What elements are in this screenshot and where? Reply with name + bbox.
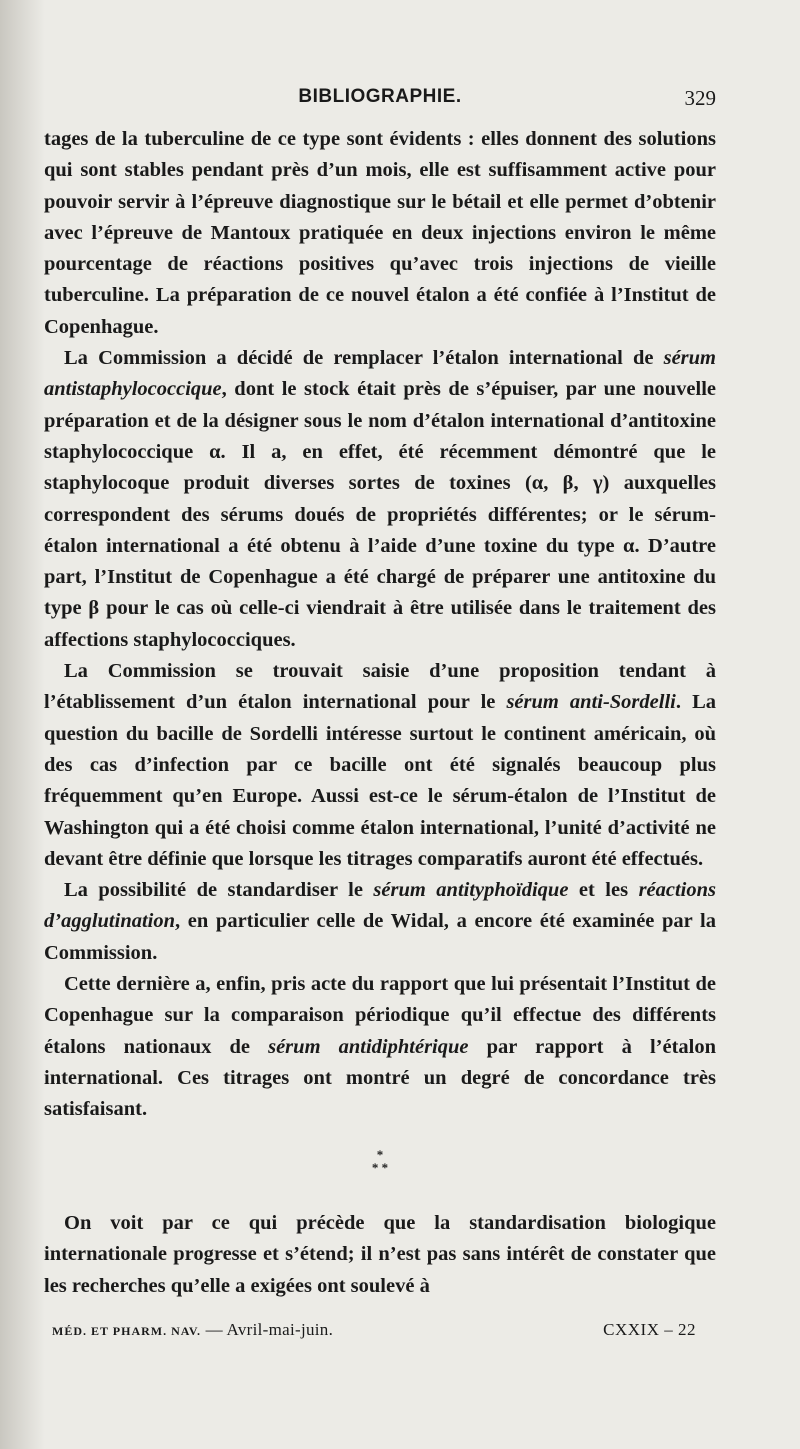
separator-top-star: * bbox=[376, 1147, 384, 1162]
footer-dash: — bbox=[205, 1320, 223, 1339]
italic-term: réactions d’agglutination bbox=[44, 879, 717, 933]
paragraph bbox=[44, 875, 716, 969]
text-segment: Cette dernière a, enfin, pris acte du rapport que lui présentait l’Institut de Copenhague sur la comparaison périodique qu’il effectue des différents étalons nationaux de bbox=[44, 973, 716, 1058]
page-edge-shadow bbox=[0, 0, 45, 1449]
paragraph bbox=[44, 343, 716, 656]
journal-abbreviation: MÉD. ET PHARM. NAV. bbox=[52, 1324, 202, 1338]
text-segment: et les bbox=[568, 879, 639, 902]
text-segment: tages de la tuberculine de ce type sont évidents : elles donnent des solutions qui sont stables pendant près d’un mois, elle est suffisamment active pour pouvoir servir à l’épreuve diagnostique sur le bétail et elle permet d’obtenir avec l’épreuve de Mantoux pratiquée en deux injections environ le même pourcentage de réactions positives qu’avec trois injections de vieille tuberculine. La préparation de ce nouvel étalon a été confiée à l’Institut de Copenhague. bbox=[44, 128, 716, 338]
text-segment: La possibilité de standardiser le bbox=[64, 879, 374, 902]
page-header bbox=[44, 86, 716, 112]
closing-text bbox=[44, 1208, 716, 1302]
separator-bottom-stars: * * bbox=[371, 1160, 389, 1175]
footer-volume: CXXIX – 22 bbox=[603, 1320, 696, 1339]
running-title: BIBLIOGRAPHIE. bbox=[298, 86, 462, 107]
section-separator bbox=[44, 1148, 716, 1174]
text-segment: , en particulier celle de Widal, a encore été examinée par la Commission. bbox=[44, 910, 716, 964]
footer-journal bbox=[52, 1320, 333, 1340]
text-segment: La Commission a décidé de remplacer l’étalon international de bbox=[64, 347, 664, 370]
paragraph bbox=[44, 969, 716, 1125]
text-segment: , dont le stock était près de s’épuiser, par une nouvelle préparation et de la désigner sous le nom d’étalon international d’antitoxine staphylococcique α. Il a, en effet, été récemment démontré que le staphylocoque produit diverses sortes de toxines (α, β, γ) auxquelles correspondent des sérums doués de propriétés différentes; or le sérum-étalon international a été obtenu à l’aide d’une toxine du type α. D’autre part, l’Institut de Copenhague a été chargé de préparer une antitoxine du type β pour le cas où celle-ci viendrait à être utilisée dans le traitement des affections staphylococciques. bbox=[44, 378, 716, 651]
italic-term: sérum anti-Sordelli bbox=[506, 691, 676, 714]
body-text bbox=[44, 124, 716, 1126]
italic-term: sérum antistaphylococcique bbox=[44, 347, 716, 401]
text-segment: par rapport à l’étalon international. Ces titrages ont montré un degré de concordance très satisfaisant. bbox=[44, 1035, 716, 1121]
italic-term: sérum antityphoïdique bbox=[373, 879, 569, 902]
page-number: 329 bbox=[684, 86, 716, 110]
paragraph bbox=[44, 656, 716, 875]
footer-issue: Avril-mai-juin. bbox=[226, 1320, 334, 1339]
paragraph bbox=[44, 124, 716, 343]
closing-paragraph: On voit par ce qui précède que la standardisation biologique internationale progresse et s’étend; il n’est pas sans intérêt de constater que les recherches qu’elle a exigées ont soulevé à bbox=[44, 1212, 716, 1297]
italic-term: sérum antidiphtérique bbox=[268, 1035, 469, 1058]
text-segment: . La question du bacille de Sordelli intéresse surtout le continent américain, où des cas d’infection par ce bacille ont été signalés beaucoup plus fréquemment qu’en Europe. Aussi est-ce le sérum-étalon de l’Institut de Washington qui a été choisi comme étalon international, l’unité d’activité ne devant être définie que lorsque les titrages comparatifs auront été effectués. bbox=[44, 691, 716, 870]
page-footer bbox=[44, 1320, 716, 1344]
text-segment: La Commission se trouvait saisie d’une proposition tendant à l’établissement d’un étalon international pour le bbox=[44, 660, 716, 714]
